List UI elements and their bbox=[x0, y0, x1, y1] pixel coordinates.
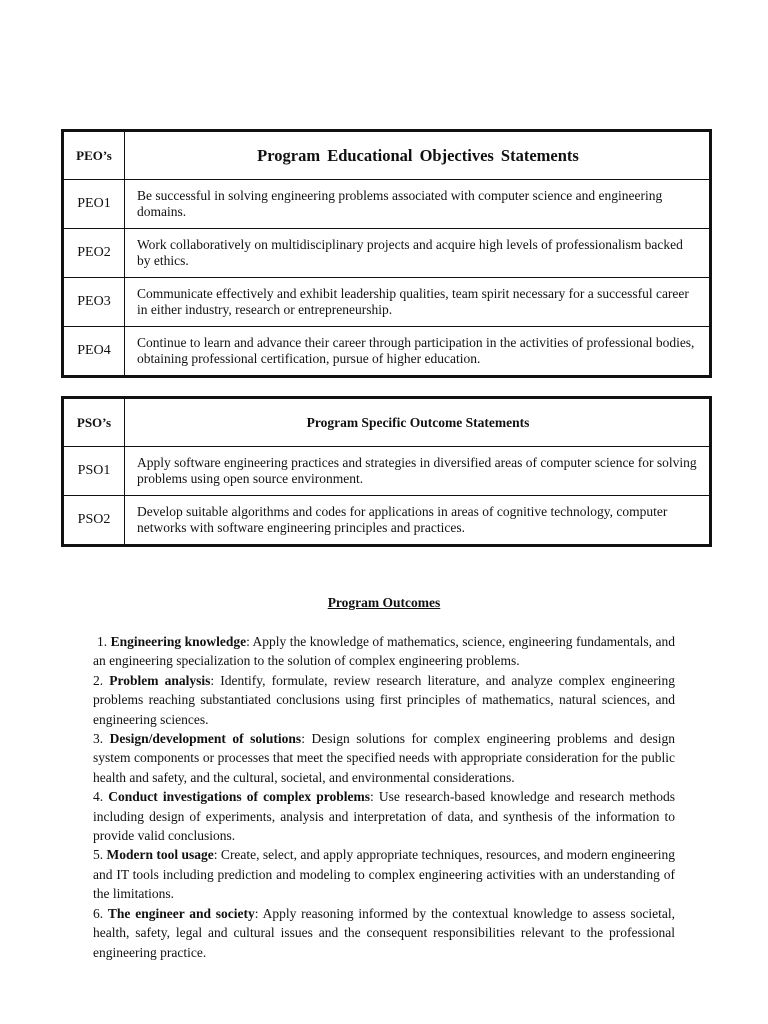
po-number: 3. bbox=[93, 731, 104, 747]
table-row bbox=[63, 327, 711, 377]
po-number: 2. bbox=[93, 672, 104, 688]
po-term: Problem analysis bbox=[109, 672, 211, 688]
pso-code: PSO2 bbox=[63, 496, 125, 546]
peo-statement: Be successful in solving engineering problems associated with computer science and engineering domains. bbox=[125, 180, 711, 229]
pso-statement: Develop suitable algorithms and codes for applications in areas of cognitive technology, computer networks with software engineering principles and practices. bbox=[125, 496, 711, 546]
peo-table bbox=[61, 129, 712, 378]
peo-code: PEO4 bbox=[63, 327, 125, 377]
po-term: Engineering knowledge bbox=[110, 634, 247, 649]
table-row bbox=[63, 229, 711, 278]
program-outcomes-list bbox=[93, 632, 675, 962]
po-term: The engineer and society bbox=[107, 905, 255, 921]
peo-statement: Continue to learn and advance their career through participation in the activities of professional bodies, obtaining professional certification, pursue of higher education. bbox=[125, 327, 711, 377]
list-item bbox=[93, 671, 675, 729]
list-item bbox=[93, 632, 675, 671]
po-description: : Identify, formulate, review research literature, and analyze complex engineering problems reaching substantiated conclusions using first principles of mathematics, natural sciences, and engineering sciences. bbox=[93, 672, 676, 727]
po-number: 4. bbox=[93, 789, 104, 805]
po-term: Design/development of solutions bbox=[109, 731, 302, 747]
table-row bbox=[63, 447, 711, 496]
po-description: : Design solutions for complex engineering problems and design system components or processes that meet the specified needs with appropriate consideration for the public health and safety, and the cultural, societal, and environmental considerations. bbox=[93, 731, 675, 785]
peo-code: PEO1 bbox=[63, 180, 125, 229]
po-term: Conduct investigations of complex problems bbox=[108, 789, 370, 805]
peo-statement: Work collaboratively on multidisciplinary projects and acquire high levels of professionalism backed by ethics. bbox=[125, 229, 711, 278]
po-number: 5. bbox=[93, 847, 104, 863]
po-number: 1. bbox=[97, 634, 108, 649]
po-description: : Apply reasoning informed by the contextual knowledge to assess societal, health, safety, legal and cultural issues and the consequent responsibilities relevant to the professional engineering practice. bbox=[93, 905, 675, 960]
peo-header-code: PEO’s bbox=[63, 131, 125, 180]
po-description: : Create, select, and apply appropriate techniques, resources, and modern engineering and IT tools including prediction and modeling to complex engineering activities with an understanding of the limitations. bbox=[93, 847, 675, 902]
peo-header-title: Program Educational Objectives Statements bbox=[125, 131, 711, 180]
list-item bbox=[93, 729, 675, 787]
peo-code: PEO2 bbox=[63, 229, 125, 278]
pso-header-code: PSO’s bbox=[63, 398, 125, 447]
po-description: : Use research-based knowledge and research methods including design of experiments, analysis and interpretation of data, and synthesis of the information to provide valid conclusions. bbox=[93, 789, 675, 844]
pso-code: PSO1 bbox=[63, 447, 125, 496]
pso-header-title: Program Specific Outcome Statements bbox=[125, 398, 711, 447]
program-outcomes-title: Program Outcomes bbox=[327, 595, 441, 610]
table-row bbox=[63, 180, 711, 229]
peo-statement: Communicate effectively and exhibit leadership qualities, team spirit necessary for a successful career in either industry, research or entrepreneurship. bbox=[125, 278, 711, 327]
po-description: : Apply the knowledge of mathematics, science, engineering fundamentals, and an engineering specialization to the solution of complex engineering problems. bbox=[93, 634, 676, 669]
peo-table-header bbox=[63, 131, 711, 180]
peo-code: PEO3 bbox=[63, 278, 125, 327]
pso-table-header bbox=[63, 398, 711, 447]
list-item bbox=[93, 787, 675, 845]
po-number: 6. bbox=[93, 905, 104, 921]
po-term: Modern tool usage bbox=[106, 847, 214, 863]
table-row bbox=[63, 496, 711, 546]
pso-statement: Apply software engineering practices and strategies in diversified areas of computer science for solving problems using open source environment. bbox=[125, 447, 711, 496]
pso-table bbox=[61, 396, 712, 547]
list-item bbox=[93, 904, 675, 962]
table-row bbox=[63, 278, 711, 327]
list-item bbox=[93, 845, 675, 903]
